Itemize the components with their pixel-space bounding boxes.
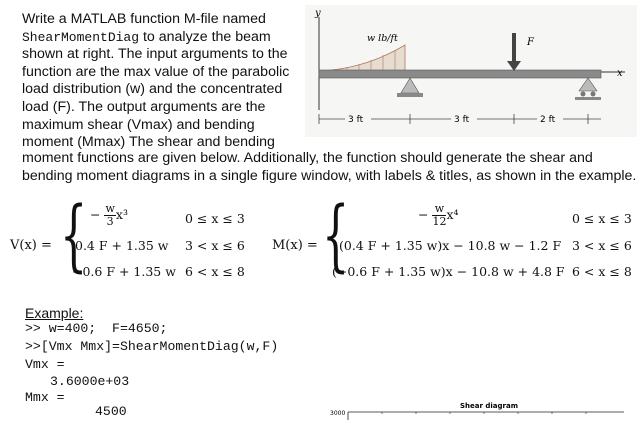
moment-case-2-range: 3 < x ≤ 6: [572, 238, 632, 253]
intro-line-9: moment functions are given below. Additionally, the function should generate the shear and: [22, 150, 593, 166]
intro-line-4: function are the max value of the parabolic: [22, 63, 290, 80]
example-command-1: >> w=400; F=4650;: [25, 321, 168, 336]
intro-line-10: bending moment diagrams in a single figure window, with labels & titles, as shown in the example.: [22, 167, 637, 184]
pin-support-left-base: [397, 93, 423, 97]
parabolic-load-area: [319, 45, 405, 71]
moment-case-1-expr: − $\frac{w}{12}$ x⁴: [418, 202, 459, 228]
force-label: F: [527, 37, 534, 48]
shear-case-2-range: 3 < x ≤ 6: [185, 238, 245, 253]
example-output-vmx-label: Vmx =: [25, 357, 65, 372]
shear-diagram-y-tick: 3000: [330, 410, 346, 417]
shear-case-1-range: 0 ≤ x ≤ 3: [185, 211, 245, 226]
moment-fraction: $\frac{w}{12}$: [432, 202, 447, 228]
intro-line-7: maximum shear (Vmax) and bending: [22, 116, 255, 133]
dimension-label-3: 2 ft: [540, 115, 556, 125]
moment-case-2-expr: (0.4 F + 1.35 w)x − 10.8 w − 1.2 F: [339, 238, 562, 253]
beam-diagram: [305, 5, 637, 137]
shear-brace: {: [60, 191, 88, 281]
problem-statement: [22, 11, 302, 152]
pin-support-left: [401, 78, 419, 93]
intro-line-3: shown at right. The input arguments to the: [22, 46, 288, 63]
intro-line-5: load distribution (w) and the concentrated: [22, 81, 283, 98]
roller-wheel-2: [591, 92, 596, 97]
example-output-mmx-value: 4500: [95, 404, 127, 419]
shear-function-label: V(x) =: [10, 238, 52, 253]
moment-case-1-range: 0 ≤ x ≤ 3: [572, 211, 632, 226]
shear-diagram-plot: [330, 400, 624, 420]
roller-wheel-1: [581, 92, 586, 97]
x-axis-label: x: [617, 68, 623, 79]
shear-diagram-title: Shear diagram: [460, 402, 518, 410]
intro-line-2-rest: to analyze the beam: [139, 28, 271, 45]
intro-line-6: load (F). The output arguments are the: [22, 98, 266, 115]
beam-figure: [305, 5, 637, 137]
load-label: w lb/ft: [367, 33, 398, 44]
shear-fraction: $\frac{w}{3}$: [105, 202, 115, 228]
roller-support-base: [575, 97, 601, 100]
problem-statement-continued: [22, 150, 637, 185]
example-command-2: >>[Vmx Mmx]=ShearMomentDiag(w,F): [25, 339, 279, 354]
moment-case-3-expr: (−0.6 F + 1.35 w)x − 10.8 w + 4.8 F: [332, 264, 565, 279]
intro-line-2: [22, 29, 302, 47]
moment-brace: {: [322, 191, 350, 281]
moment-case-3-range: 6 < x ≤ 8: [572, 264, 632, 279]
y-axis-label: y: [315, 8, 321, 19]
function-name: ShearMomentDiag: [22, 29, 140, 45]
beam: [319, 70, 601, 78]
force-arrow-head: [507, 61, 521, 71]
shear-case-3-expr: −0.6 F + 1.35 w: [72, 264, 176, 279]
example-output-vmx-value: 3.6000e+03: [50, 374, 130, 389]
shear-diagram-svg: [330, 400, 624, 420]
shear-case-2-expr: 0.4 F + 1.35 w: [75, 238, 169, 253]
roller-support-right: [579, 78, 597, 91]
example-output-mmx-label: Mmx =: [25, 390, 65, 405]
intro-line-8: moment (Mmax) The shear and bending: [22, 134, 275, 151]
dimension-label-1: 3 ft: [348, 115, 364, 125]
intro-line-1: Write a MATLAB function M-file named: [22, 11, 266, 27]
example-heading: Example:: [25, 305, 84, 321]
dimension-label-2: 3 ft: [454, 115, 470, 125]
shear-case-3-range: 6 < x ≤ 8: [185, 264, 245, 279]
moment-function-label: M(x) =: [272, 238, 318, 253]
shear-case-1-expr: − $\frac{w}{3}$ x³: [90, 202, 128, 228]
